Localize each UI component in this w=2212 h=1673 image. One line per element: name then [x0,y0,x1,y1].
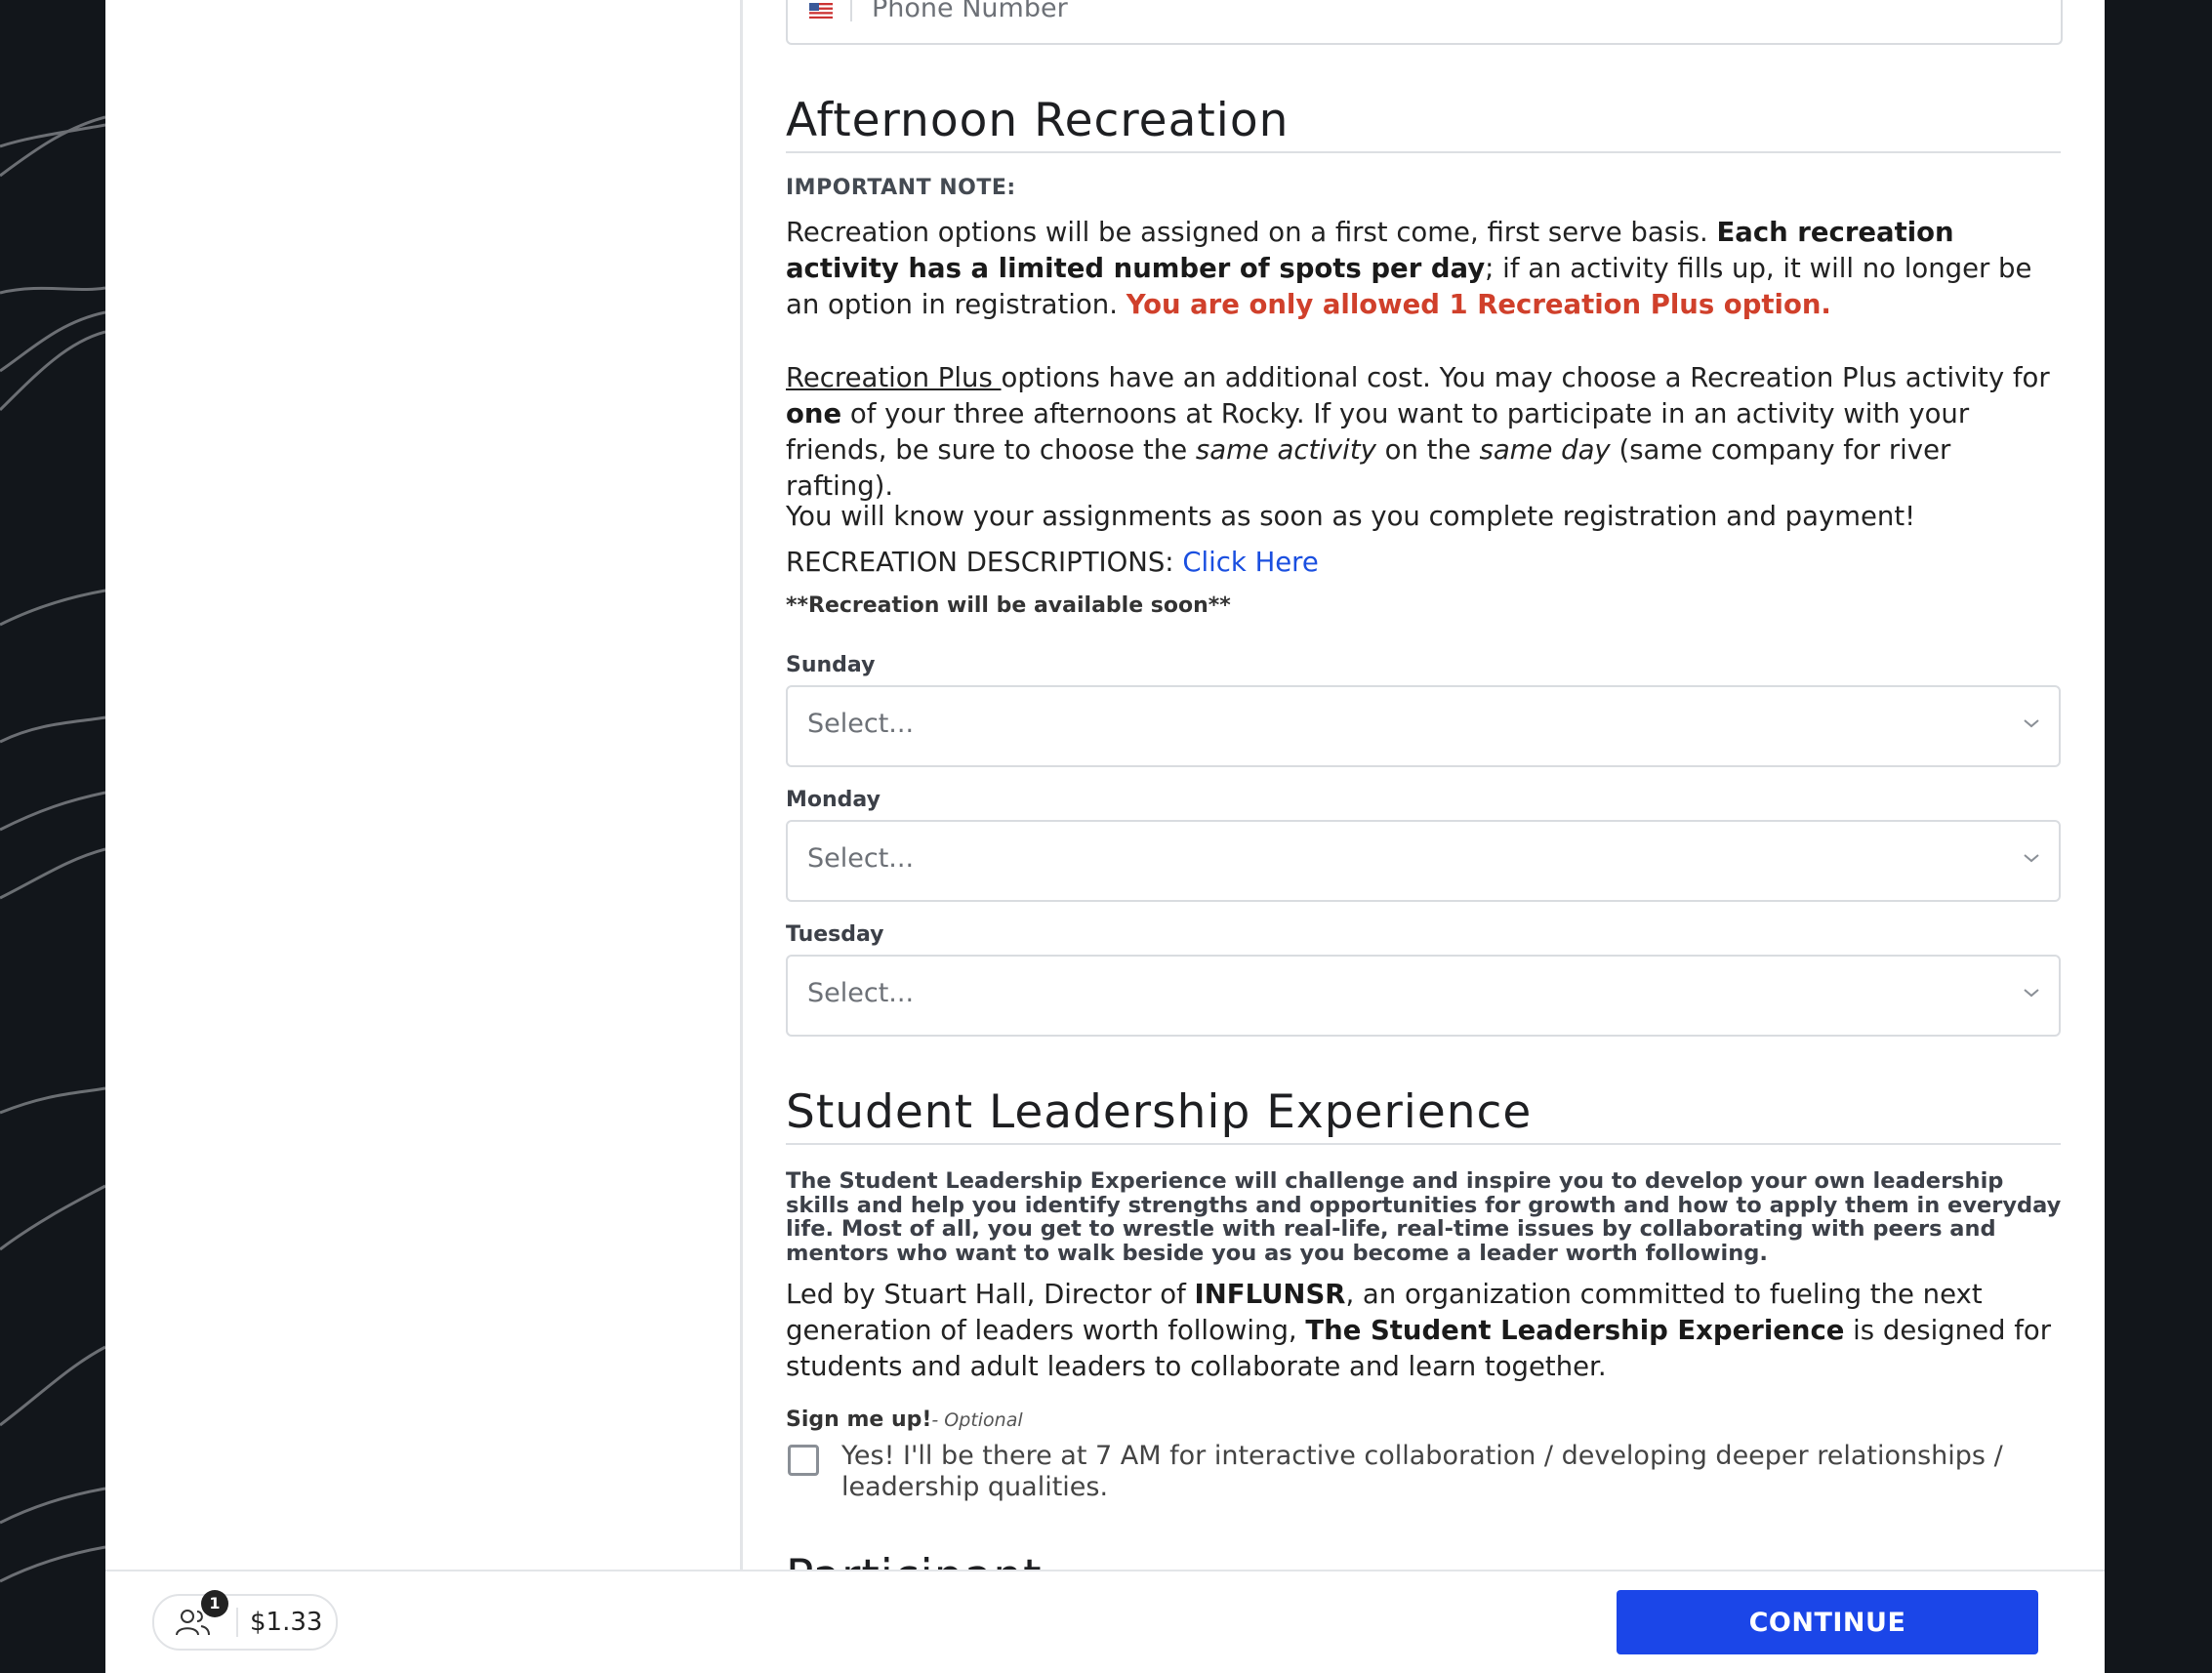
phone-separator [850,0,852,21]
signup-checkbox[interactable] [788,1445,819,1476]
text-segment: , an organization committed to fueling the next generation of leaders worth following, [786,1279,1983,1346]
program-name: The Student Leadership Experience [1305,1315,1845,1346]
text-bold-spots: Each recreation activity has a limited number of spots per day [786,217,1954,284]
text-segment: options have an additional cost. You may choose a Recreation Plus activity for [1001,362,2050,393]
recreation-title: Afternoon Recreation [786,94,2061,153]
select-value: Select... [807,978,915,1008]
leadership-description: The Student Leadership Experience will challenge and inspire you to develop your own leadership skills and help you identify strengths and opportunities for growth and how to apply them in everyday life. Most of all, you get to wrestle with real-life, real-time issues by collaborating with peers and mentors who want to walk beside you as you become a leader worth following. [786,1168,2062,1266]
text-segment: is designed for students and adult leaders to collaborate and learn together. [786,1315,2052,1382]
text-segment: (same company for river rafting). [786,434,1951,502]
text-segment: Recreation options will be assigned on a first come, first serve basis. [786,217,1717,248]
signup-label [786,1408,1023,1432]
monday-label: Monday [786,788,881,812]
select-value: Select... [807,709,915,739]
scribble-decoration [0,0,105,1673]
participant-count-badge: 1 [201,1590,228,1617]
cart-summary[interactable] [152,1594,338,1651]
chevron-down-icon [2022,716,2041,730]
text-segment: of your three afternoons at Rocky. If you want to participate in an activity with your friends, be sure to choose the [786,398,1970,466]
registration-page [105,0,2105,1673]
signup-checkbox-label[interactable]: Yes! I'll be there at 7 AM for interactive collaboration / developing deeper relationships / leadership qualities. [841,1441,2003,1502]
text-segment: on the [1375,434,1480,466]
sunday-select[interactable] [786,685,2061,767]
monday-select[interactable] [786,820,2061,902]
optional-tag: - Optional [931,1409,1023,1431]
us-flag-icon[interactable] [809,0,833,24]
sunday-label: Sunday [786,653,876,677]
text-segment: ; if an activity fills up, it will no longer be an option in registration. [786,253,2032,320]
footer-bar [105,1570,2105,1673]
leadership-paragraph [786,1277,2065,1385]
text-bold-one: one [786,398,842,429]
pill-separator [236,1608,238,1637]
click-here-link[interactable]: Click Here [1182,547,1319,578]
recreation-paragraph-1 [786,215,2065,323]
recreation-paragraph-2 [786,360,2065,505]
background-left [0,0,105,1673]
column-divider [740,0,743,1570]
chevron-down-icon [2022,986,2041,1000]
phone-number-input[interactable] [872,0,2024,25]
recreation-plus-warning: You are only allowed 1 Recreation Plus option. [1126,289,1831,320]
background-right [2105,0,2212,1673]
descriptions-label: RECREATION DESCRIPTIONS: [786,547,1183,578]
availability-note: **Recreation will be available soon** [786,593,1231,618]
tuesday-label: Tuesday [786,922,884,947]
total-price: $1.33 [250,1608,323,1637]
chevron-down-icon [2022,851,2041,865]
select-value: Select... [807,843,915,874]
important-note-label: IMPORTANT NOTE: [786,176,1016,200]
text-segment: Led by Stuart Hall, Director of [786,1279,1195,1310]
text-italic: same activity [1195,434,1376,466]
recreation-descriptions [786,545,2065,581]
influnsr-name: INFLUNSR [1194,1279,1346,1310]
recreation-plus-term: Recreation Plus [786,362,1002,393]
leadership-title: Student Leadership Experience [786,1085,2061,1145]
signup-text: Sign me up! [786,1408,932,1432]
tuesday-select[interactable] [786,955,2061,1037]
continue-button[interactable]: CONTINUE [1617,1590,2038,1654]
assignments-paragraph: You will know your assignments as soon as you complete registration and payment! [786,501,1916,532]
text-italic: same day [1479,434,1611,466]
left-column [105,0,740,1570]
phone-field[interactable] [786,0,2063,45]
